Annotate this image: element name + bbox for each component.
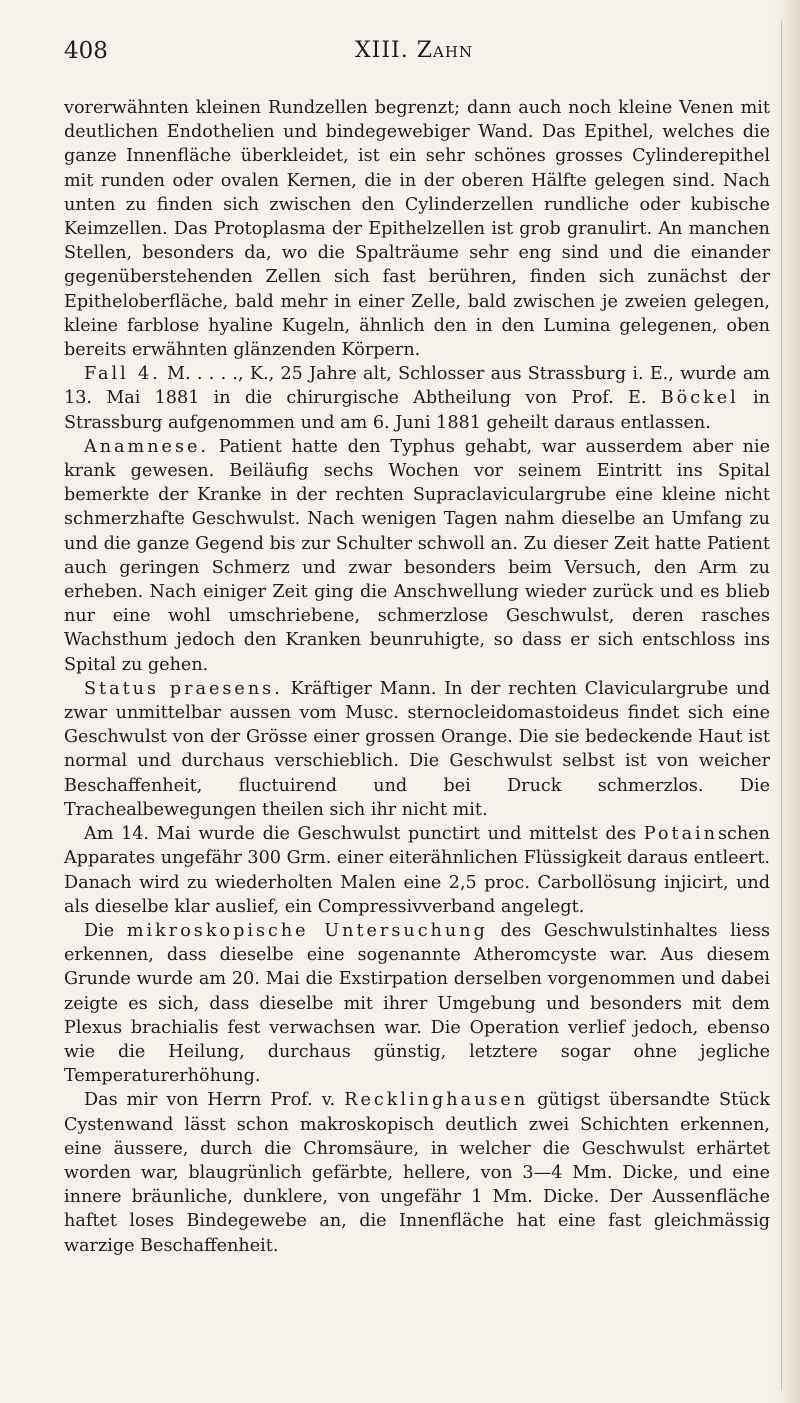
- paragraph-anamnese: [64, 435, 770, 677]
- person-name-potain: Potain: [643, 824, 719, 845]
- page-number: 408: [64, 38, 108, 64]
- paragraph-punctio: [64, 822, 770, 919]
- cyst-text-a: Das mir von Herrn Prof. v.: [84, 1090, 345, 1111]
- case-heading: Fall 4.: [84, 364, 161, 385]
- page-edge-line: [781, 20, 782, 1390]
- status-text: Kräftiger Mann. In der rechten Claviculargrube und zwar unmittelbar aussen vom Musc. sternocleidomastoideus findet sich eine Geschwulst von der Grösse einer grossen Orange. Die sie bedeckende Haut ist normal und durchaus verschieblich. Die Geschwulst selbst ist von weicher Beschaffenheit, fluctuirend und bei Druck schmerzlos. Die Trachealbewegungen theilen sich ihr nicht mit.: [64, 678, 770, 820]
- case-text-b: in Strassburg aufgenommen und am 6. Juni 1881 geheilt daraus entlassen.: [64, 388, 770, 433]
- emphasis-mikroskopische-untersuchung: mikroskopische Untersuchung: [126, 920, 488, 941]
- page-header: [64, 38, 764, 70]
- body-text: [64, 96, 770, 1258]
- chapter-title: Zahn: [416, 38, 474, 63]
- paragraph-cystenwand: [64, 1088, 770, 1257]
- paragraph-status: [64, 677, 770, 822]
- section-heading-status: Status praesens.: [84, 678, 283, 699]
- punctio-text-b: schen Apparates ungefähr 300 Grm. einer eiterähnlichen Flüssigkeit daraus entleert. Danach wird zu wiederholten Malen eine 2,5 proc. Carbollösung injicirt, und als dieselbe klar auslief, ein Compressivverband angelegt.: [64, 824, 770, 917]
- chapter-number: XIII.: [354, 38, 409, 63]
- case-text-a: M. . . . ., K., 25 Jahre alt, Schlosser aus Strassburg i. E., wurde am 13. Mai 1881 in die chirurgische Abtheilung von Prof. E.: [64, 364, 770, 409]
- paragraph-continuation: vorerwähnten kleinen Rundzellen begrenzt; dann auch noch kleine Venen mit deutlichen Endothelien und bindegewebiger Wand. Das Epithel, welches die ganze Innenfläche überkleidet, ist ein sehr schönes grosses Cylinderepithel mit runden oder ovalen Kernen, die in der oberen Hälfte gelegen sind. Nach unten zu finden sich zwischen den Cylinderzellen rundliche oder kubische Keimzellen. Das Protoplasma der Epithelzellen ist grob granulirt. An manchen Stellen, besonders da, wo die Spalträume sehr eng sind und die einander gegenüberstehenden Zellen sich fast berühren, finden sich zunächst der Epitheloberfläche, bald mehr in einer Zelle, bald zwischen je zweien gelegen, kleine farblose hyaline Kugeln, ähnlich den in den Lumina gelegenen, oben bereits erwähnten glänzenden Körpern.: [64, 98, 770, 361]
- mikro-text-b: des Geschwulstinhaltes liess erkennen, dass dieselbe eine sogenannte Atheromcyste war. Aus diesem Grunde wurde am 20. Mai die Exstirpation derselben vorgenommen und dabei zeigte es sich, dass dieselbe mit ihrer Umgebung und besonders mit dem Plexus brachialis fest verwachsen war. Die Operation verlief jedoch, ebenso wie die Heilung, durchaus günstig, letztere sogar ohne jegliche Temperaturerhöhung.: [64, 920, 770, 1087]
- paragraph-case-4: [64, 362, 770, 435]
- punctio-text-a: Am 14. Mai wurde die Geschwulst punctirt und mittelst des: [84, 824, 644, 845]
- running-head: [64, 38, 764, 63]
- anamnese-text: Patient hatte den Typhus gehabt, war ausserdem aber nie krank gewesen. Beiläufig sechs Wochen vor seinem Eintritt ins Spital bemerkte der Kranke in der rechten Supraclaviculargrube eine kleine nicht schmerzhafte Geschwulst. Nach wenigen Tagen nahm dieselbe an Umfang zu und die ganze Gegend bis zur Schulter schwoll an. Zu dieser Zeit hatte Patient auch geringen Schmerz und zwar besonders beim Versuch, den Arm zu erheben. Nach einiger Zeit ging die Anschwellung wieder zurück und es blieb nur eine wohl umschriebene, schmerzlose Geschwulst, deren rasches Wachsthum jedoch den Kranken beunruhigte, so dass er sich entschloss ins Spital zu gehen.: [64, 436, 770, 675]
- cyst-text-b: gütigst übersandte Stück Cystenwand lässt schon makroskopisch deutlich zwei Schichten erkennen, eine äussere, durch die Chromsäure, in welcher die Geschwulst erhärtet worden war, blaugrünlich gefärbte, hellere, von 3—4 Mm. Dicke, und eine innere bräunliche, dunklere, von ungefähr 1 Mm. Dicke. Der Aussenfläche haftet loses Bindegewebe an, die Innenfläche hat eine fast gleichmässig warzige Beschaffenheit.: [64, 1090, 770, 1256]
- section-heading-anamnese: Anamnese.: [84, 436, 209, 457]
- page-gutter-shadow: [774, 0, 800, 1403]
- mikro-text-a: Die: [84, 920, 127, 941]
- paragraph-mikroskopie: [64, 919, 770, 1088]
- person-name-recklinghausen: Recklinghausen: [344, 1090, 529, 1111]
- person-name-boeckel: Böckel: [660, 388, 739, 409]
